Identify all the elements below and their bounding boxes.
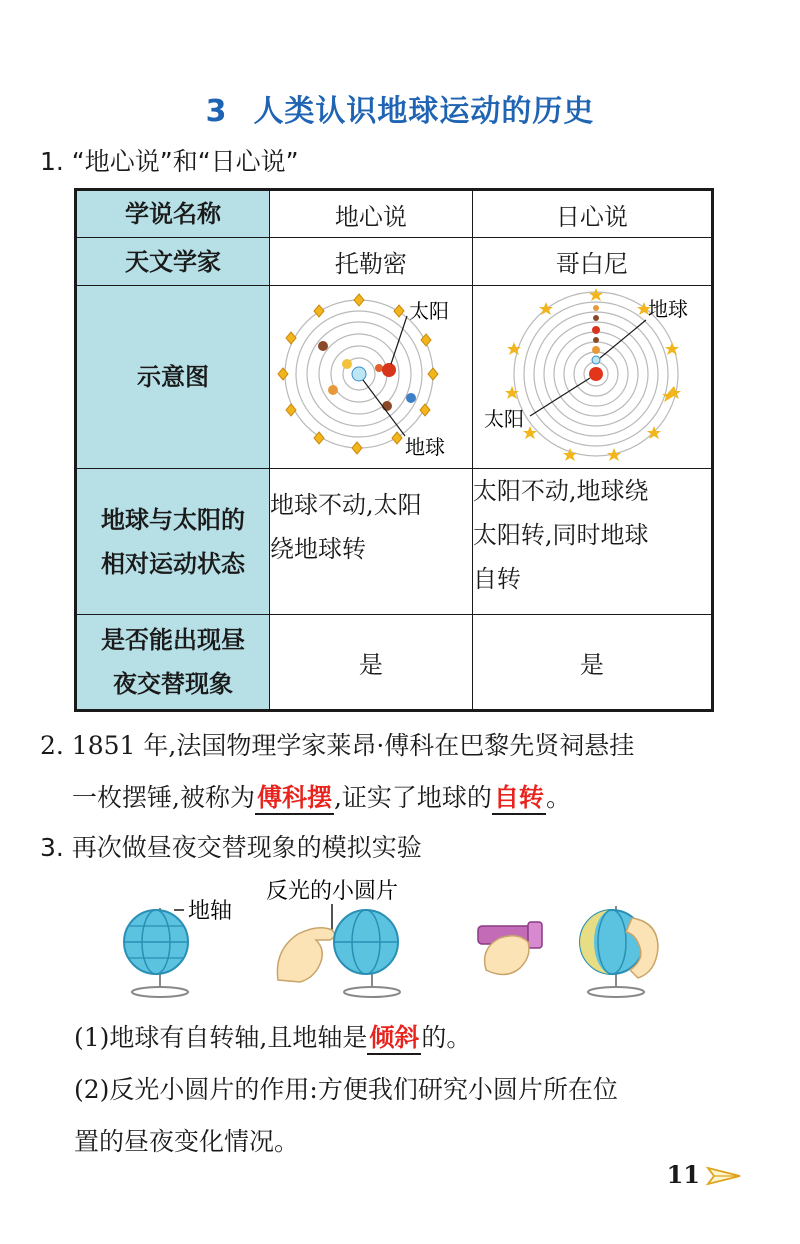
geo-cell: 地球不动,太阳 绕地球转 — [270, 469, 473, 615]
section3-q2-line1: (2)反光小圆片的作用:方便我们研究小圆片所在位 — [74, 1075, 618, 1104]
heliocentric-diagram — [474, 286, 710, 462]
answer-blank-2: 自转 — [492, 783, 546, 815]
label-earth: 地球 — [404, 435, 445, 459]
geo-cell: 托勒密 — [270, 238, 473, 286]
header-cell: 学说名称 — [76, 190, 270, 238]
comparison-table — [74, 188, 714, 712]
header-cell: 天文学家 — [76, 238, 270, 286]
table-row — [76, 238, 713, 286]
paper-plane-icon — [706, 1164, 742, 1188]
header-cell: 示意图 — [76, 286, 270, 469]
flashlight-icon — [478, 922, 542, 975]
page-title: 3 人类认识地球运动的历史 — [205, 94, 595, 129]
section1-heading: 1. “地心说”和“日心说” — [40, 147, 299, 176]
answer-blank-1: 傅科摆 — [255, 783, 334, 815]
section3-heading: 3. 再次做昼夜交替现象的模拟实验 — [40, 833, 422, 862]
label-sun: 太阳 — [408, 299, 449, 323]
geo-cell: 地心说 — [270, 190, 473, 238]
page-number: 11 — [666, 1160, 700, 1189]
helio-diagram-cell — [472, 286, 712, 469]
helio-cell: 哥白尼 — [472, 238, 712, 286]
section2-line2: 一枚摆锤,被称为傅科摆,证实了地球的自转。 — [72, 778, 571, 815]
hand-icon — [277, 928, 334, 982]
section3-q2-line2: 置的昼夜变化情况。 — [74, 1127, 300, 1156]
globe-icon — [334, 910, 400, 997]
helio-cell: 是 — [472, 615, 712, 711]
table-row — [76, 469, 713, 615]
helio-cell: 日心说 — [472, 190, 712, 238]
label-axis: 地轴 — [188, 899, 233, 924]
geo-diagram-cell — [270, 286, 473, 469]
table-row — [76, 615, 713, 711]
globe-icon — [124, 908, 188, 997]
label-sun: 太阳 — [483, 407, 524, 431]
section2-line1: 2. 1851 年,法国物理学家莱昂·傅科在巴黎先贤祠悬挂 — [40, 731, 635, 760]
section3-q1: (1)地球有自转轴,且地轴是倾斜的。 — [74, 1018, 471, 1055]
helio-cell: 太阳不动,地球绕 太阳转,同时地球 自转 — [472, 469, 712, 615]
answer-blank-3: 倾斜 — [367, 1023, 421, 1055]
globe-icon — [580, 906, 658, 997]
table-row — [76, 286, 713, 469]
label-disc: 反光的小圆片 — [266, 879, 399, 904]
label-earth: 地球 — [647, 297, 688, 321]
header-cell: 是否能出现昼 夜交替现象 — [76, 615, 270, 711]
table-row — [76, 190, 713, 238]
geocentric-diagram — [271, 286, 471, 462]
geo-cell: 是 — [270, 615, 473, 711]
experiment-illustration — [118, 870, 678, 1005]
header-cell: 地球与太阳的 相对运动状态 — [76, 469, 270, 615]
